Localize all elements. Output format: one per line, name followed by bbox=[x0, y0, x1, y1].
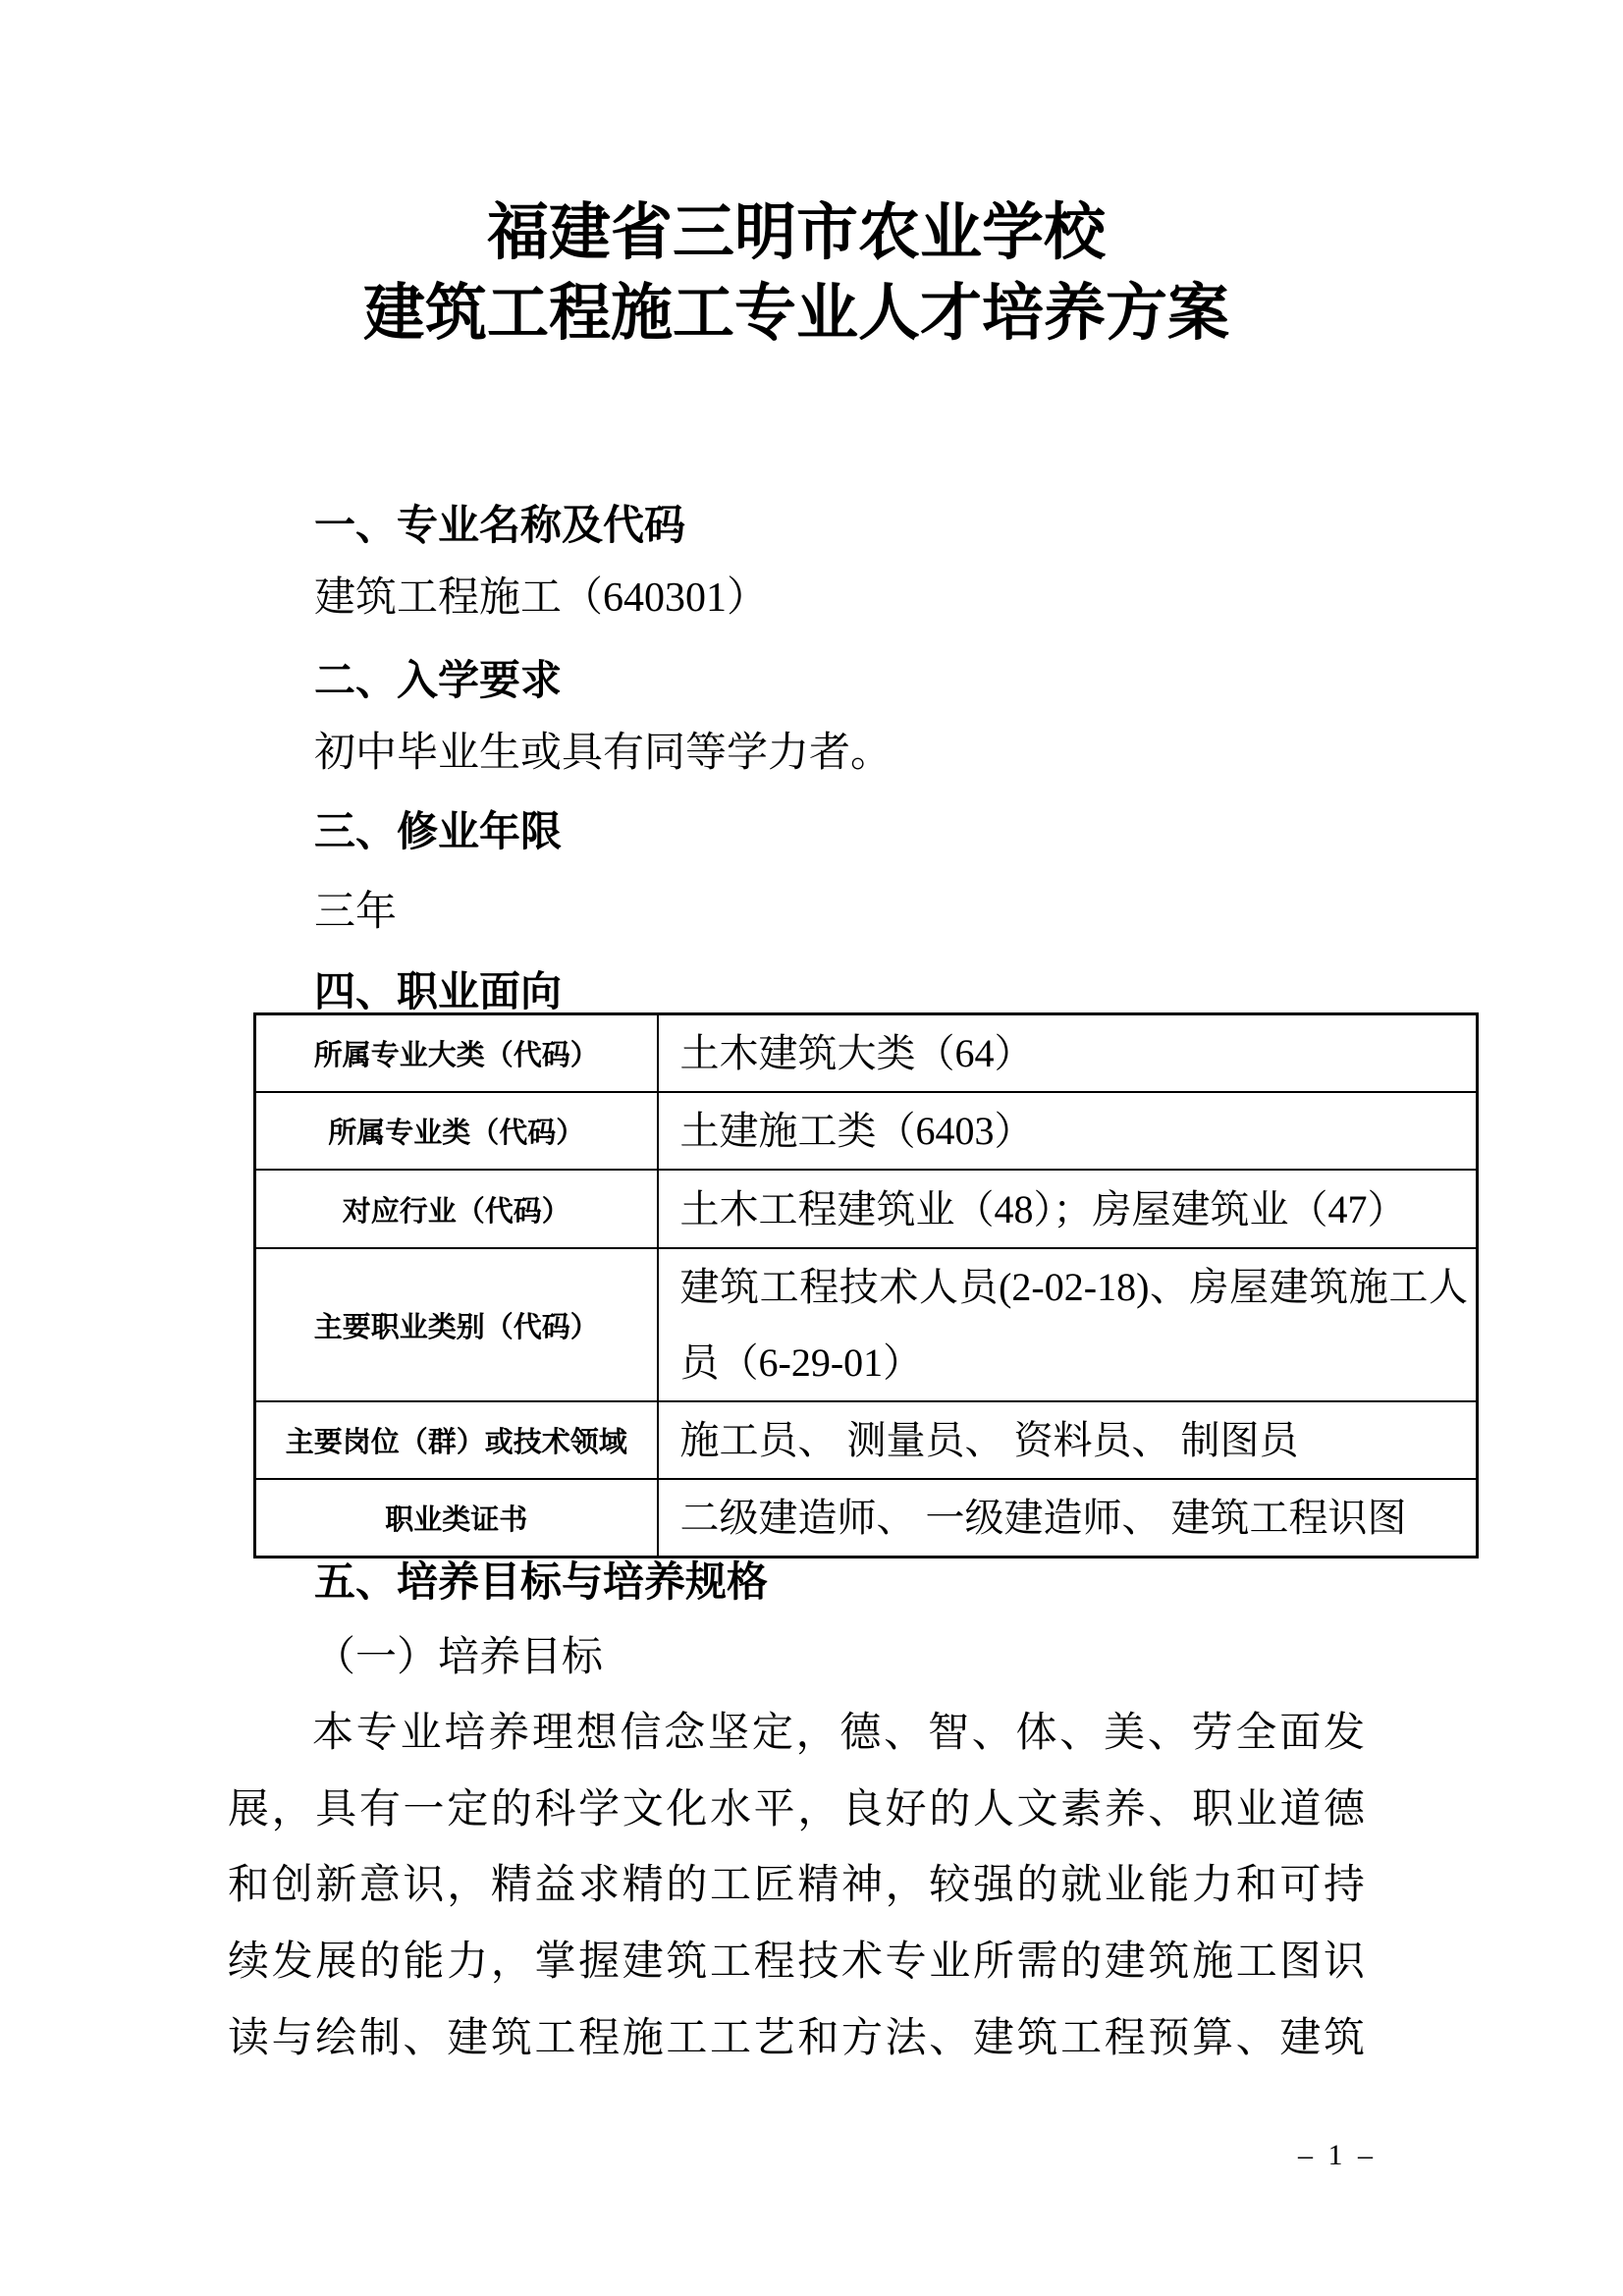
table-row-industry bbox=[255, 1170, 1478, 1248]
row-label: 职业类证书 bbox=[255, 1479, 658, 1558]
section-body-study-duration: 三年 bbox=[314, 890, 398, 935]
section-heading-enrollment-requirements: 二、入学要求 bbox=[314, 657, 563, 703]
subsection-heading-training-objective: （一）培养目标 bbox=[314, 1635, 604, 1680]
row-value: 二级建造师、 一级建造师、 建筑工程识图 bbox=[658, 1479, 1478, 1558]
training-objective-paragraph-line: 读与绘制、建筑工程施工工艺和方法、建筑工程预算、建筑 bbox=[228, 2016, 1365, 2061]
section-heading-study-duration: 三、修业年限 bbox=[314, 808, 563, 854]
row-value: 土木建筑大类（64） bbox=[658, 1014, 1478, 1093]
table-row-certificates bbox=[255, 1479, 1478, 1558]
row-value: 土木工程建筑业（48）；房屋建筑业（47） bbox=[658, 1170, 1478, 1248]
table-row-major-category bbox=[255, 1014, 1478, 1093]
training-objective-paragraph-line: 续发展的能力，掌握建筑工程技术专业所需的建筑施工图识 bbox=[228, 1940, 1365, 1985]
row-label: 所属专业类（代码） bbox=[255, 1092, 658, 1170]
page-number: – 1 – bbox=[1298, 2139, 1377, 2171]
career-orientation-table bbox=[253, 1012, 1479, 1558]
table-row-main-positions bbox=[255, 1401, 1478, 1479]
section-heading-major-name-code: 一、专业名称及代码 bbox=[314, 502, 686, 548]
section-body-major-name-code: 建筑工程施工（640301） bbox=[314, 575, 769, 621]
table-row-occupation-category bbox=[255, 1248, 1478, 1401]
row-value: 建筑工程技术人员(2-02-18)、房屋建筑施工人员（6-29-01） bbox=[658, 1248, 1478, 1401]
row-value: 土建施工类（6403） bbox=[658, 1092, 1478, 1170]
row-label: 主要岗位（群）或技术领域 bbox=[255, 1401, 658, 1479]
table-row-major-class bbox=[255, 1092, 1478, 1170]
row-label: 对应行业（代码） bbox=[255, 1170, 658, 1248]
row-label: 主要职业类别（代码） bbox=[255, 1248, 658, 1401]
row-value: 施工员、 测量员、 资料员、 制图员 bbox=[658, 1401, 1478, 1479]
training-objective-paragraph-line: 展，具有一定的科学文化水平，良好的人文素养、职业道德 bbox=[228, 1787, 1365, 1832]
section-heading-career-orientation: 四、职业面向 bbox=[314, 968, 563, 1014]
section-heading-training-objectives: 五、培养目标与培养规格 bbox=[314, 1558, 769, 1605]
training-objective-paragraph-line: 本专业培养理想信念坚定，德、智、体、美、劳全面发 bbox=[312, 1711, 1365, 1756]
training-objective-paragraph-line: 和创新意识，精益求精的工匠精神，较强的就业能力和可持 bbox=[228, 1863, 1365, 1908]
document-title bbox=[228, 192, 1365, 354]
section-body-enrollment-requirements: 初中毕业生或具有同等学力者。 bbox=[314, 731, 893, 776]
row-label: 所属专业大类（代码） bbox=[255, 1014, 658, 1093]
document-title-line-2: 建筑工程施工专业人才培养方案 bbox=[363, 279, 1229, 348]
document-title-line-1: 福建省三明市农业学校 bbox=[487, 198, 1106, 267]
